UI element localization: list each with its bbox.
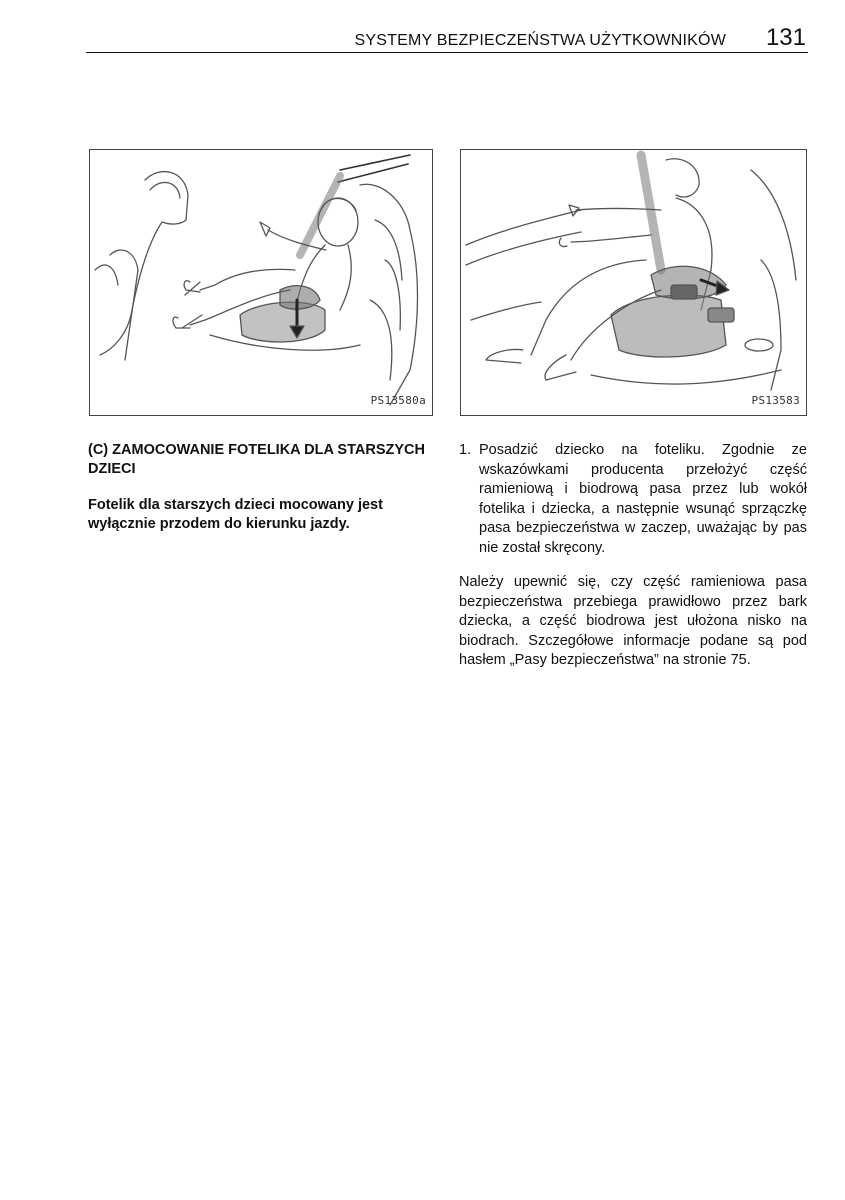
right-column <box>459 441 807 671</box>
page-number: 131 <box>765 24 806 51</box>
figure-code: PS13580a <box>370 394 426 407</box>
seat-belt-buckle-illustration <box>461 150 806 415</box>
header-title: SYSTEMY BEZPIECZEŃSTWA UŻYTKOWNIKÓW <box>354 32 726 49</box>
step-text: Posadzić dziecko na foteliku. Zgodnie ze wskazówkami producenta przełożyć część ramieniową i biodrową pasa przez lub wokół fotelika i dziecka, a następnie wsunąć sprzączkę pasa bezpieczeństwa w zaczep, uważając by pas nie został skręcony. <box>479 442 807 556</box>
figure-seat-belt-buckle <box>460 149 807 416</box>
step-number: 1. <box>459 442 472 458</box>
figure-code: PS13583 <box>751 394 800 407</box>
section-note: Fotelik dla starszych dzieci mocowany jest wyłącznie przodem do kierunku jazdy. <box>88 497 383 532</box>
page-header <box>86 22 808 53</box>
child-booster-seat-illustration <box>90 150 432 415</box>
section-heading: (C) ZAMOCOWANIE FOTELIKA DLA STARSZYCH DZIECI <box>88 442 425 477</box>
info-paragraph: Należy upewnić się, czy część ramieniowa pasa bezpieczeństwa przebiega prawidłowo przez bark dziecka, a część biodrowa jest ułożona nisko na biodrach. Szczegółowe informacje podane są pod hasłem „Pasy bezpieczeństwa” na stronie 75. <box>459 574 807 668</box>
instruction-step <box>459 441 807 558</box>
left-column <box>88 441 436 548</box>
figure-child-booster-seat <box>89 149 433 416</box>
